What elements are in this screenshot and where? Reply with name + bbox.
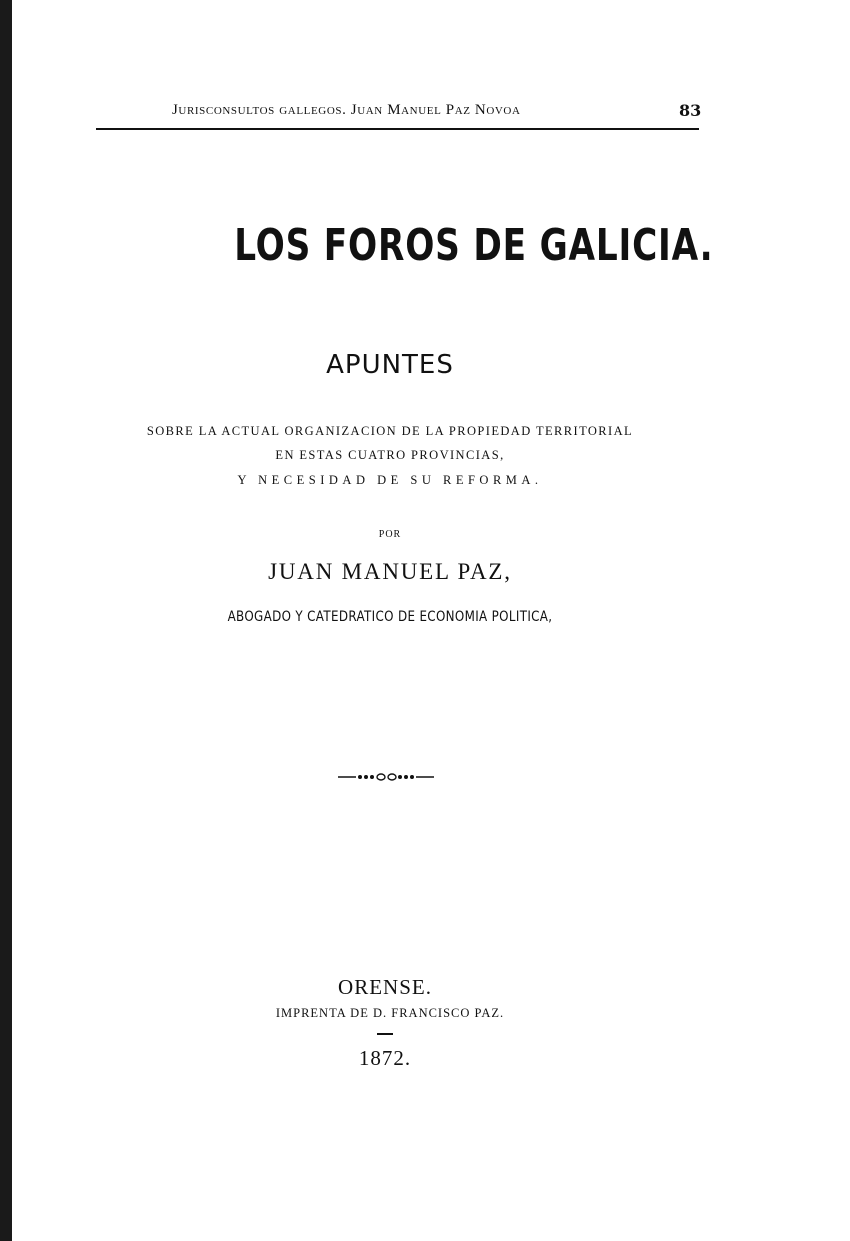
year-rule [377,1033,393,1035]
by-label: POR [378,529,402,540]
author-name: JUAN MANUEL PAZ, [268,559,512,584]
imprint-printer: IMPRENTA DE D. FRANCISCO PAZ. [275,1006,505,1020]
author-role: ABOGADO Y CATEDRATICO DE ECONOMIA POLITICA, [227,609,553,625]
ornamental-divider [336,770,436,784]
book-subtitle: APUNTES [326,350,454,380]
description-line-2: EN ESTAS CUATRO PROVINCIAS, [275,448,505,462]
description-line-1: SOBRE LA ACTUAL ORGANIZACION DE LA PROPIEDAD TERRITORIAL [146,424,634,438]
book-title: LOS FOROS DE GALICIA. [234,220,714,271]
imprint-city: ORENSE. [338,975,432,999]
imprint-year: 1872. [358,1046,412,1070]
running-header-title: Jurisconsultos gallegos. Juan Manuel Paz Novoa [172,102,521,118]
page-number: 83 [679,101,702,120]
header-rule [96,128,699,130]
scan-edge-bar [0,0,12,1241]
description-line-3: Y NECESIDAD DE SU REFORMA. [237,473,543,487]
